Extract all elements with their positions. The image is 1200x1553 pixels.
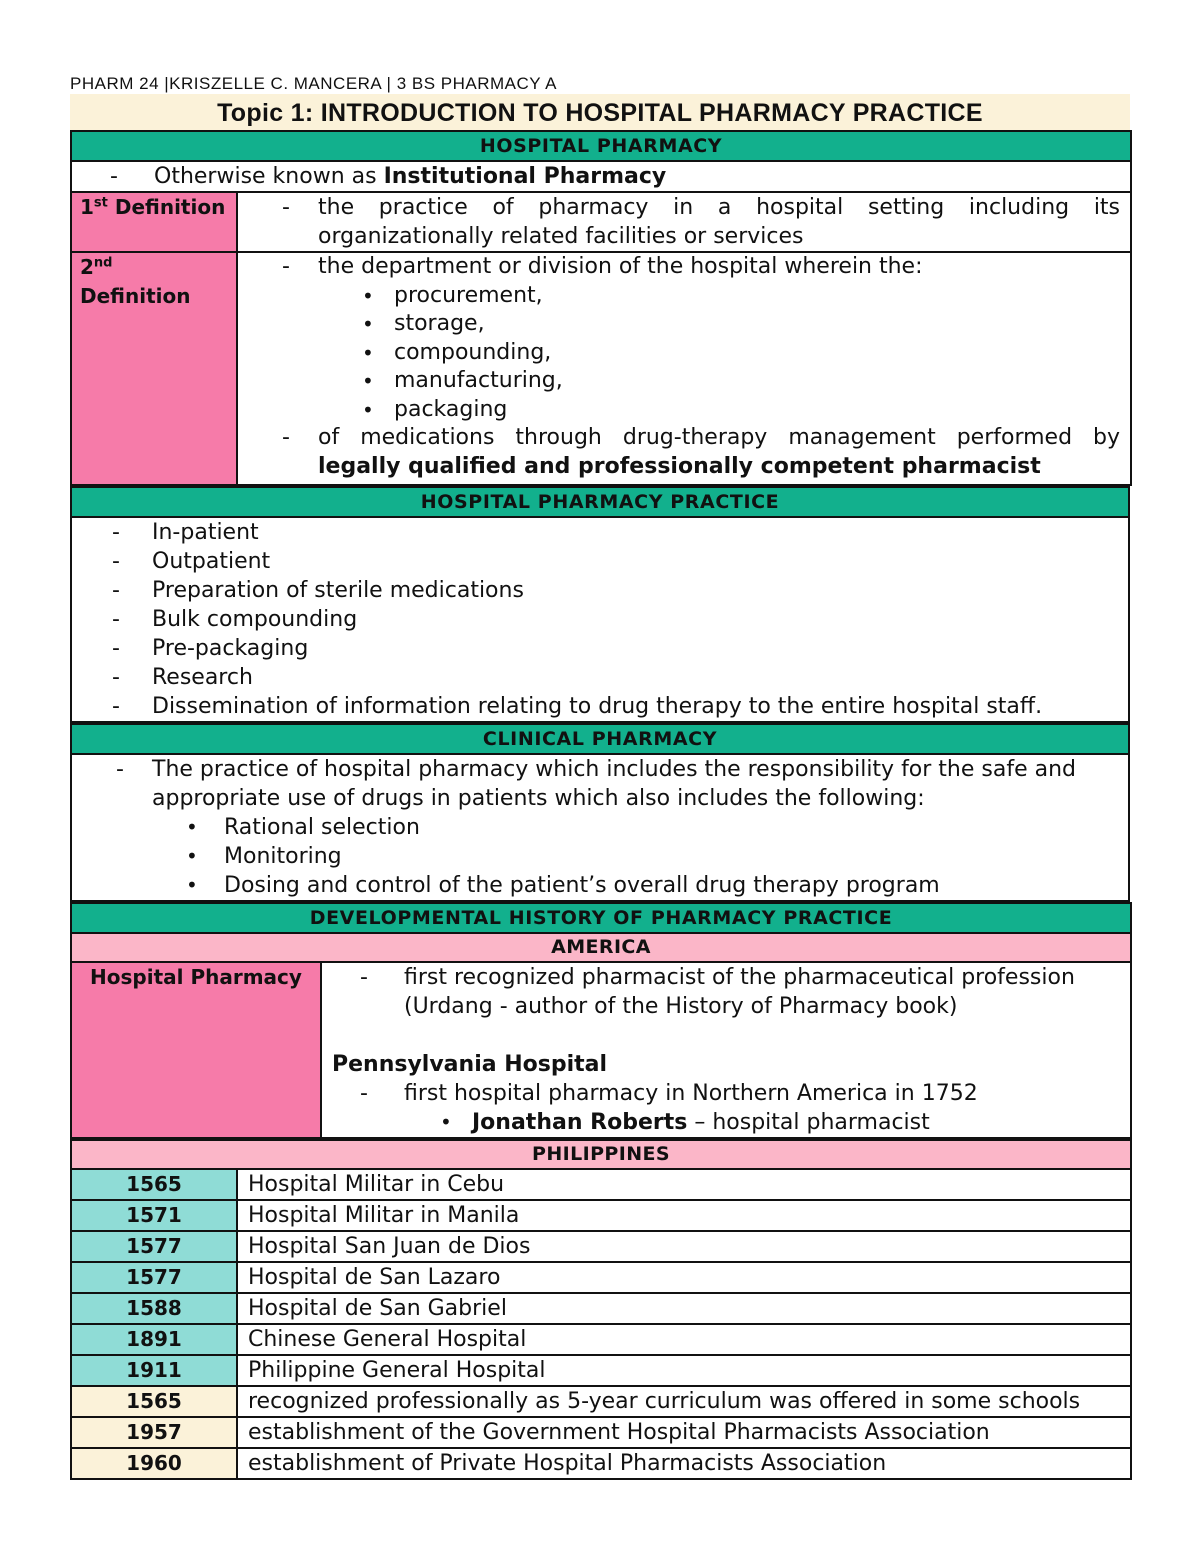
definition-2-list bbox=[238, 282, 1120, 425]
event-cell: Hospital de San Lazaro bbox=[237, 1262, 1131, 1293]
list-item: - Outpatient bbox=[72, 547, 1128, 576]
aka-row bbox=[71, 161, 1131, 192]
hospital-pharmacy-table bbox=[70, 130, 1132, 486]
definition-2-label: 2nd Definition bbox=[71, 252, 237, 485]
list-item: - Dissemination of information relating to drug therapy to the entire hospital staff. bbox=[72, 692, 1128, 721]
list-item: • Jonathan Roberts – hospital pharmacist bbox=[322, 1108, 1130, 1137]
aka-term: Institutional Pharmacy bbox=[383, 164, 667, 189]
table-row bbox=[71, 1386, 1131, 1417]
year-cell: 1957 bbox=[71, 1417, 237, 1448]
list-item: - Preparation of sterile medications bbox=[72, 576, 1128, 605]
event-cell: recognized professionally as 5-year curriculum was offered in some schools bbox=[237, 1386, 1131, 1417]
table-row bbox=[71, 1293, 1131, 1324]
event-cell: Philippine General Hospital bbox=[237, 1355, 1131, 1386]
history-table bbox=[70, 902, 1132, 1139]
section-heading-practice: HOSPITAL PHARMACY PRACTICE bbox=[71, 487, 1129, 517]
clinical-table bbox=[70, 723, 1130, 902]
section-heading-clinical: CLINICAL PHARMACY bbox=[71, 724, 1129, 754]
table-row bbox=[71, 1324, 1131, 1355]
list-item: - first hospital pharmacy in Northern America in 1752 bbox=[322, 1079, 1130, 1108]
page-title: Topic 1: INTRODUCTION TO HOSPITAL PHARMACY PRACTICE bbox=[70, 94, 1130, 130]
america-label: Hospital Pharmacy bbox=[71, 962, 321, 1138]
table-row bbox=[71, 1262, 1131, 1293]
clinical-text: - The practice of hospital pharmacy which includes the responsibility for the safe and appropriate use of drugs in patients which also includes the following: bbox=[72, 755, 1108, 813]
america-list-2 bbox=[322, 1079, 1130, 1108]
america-list-3 bbox=[322, 1108, 1130, 1137]
year-cell: 1891 bbox=[71, 1324, 237, 1355]
subheading-america: AMERICA bbox=[71, 933, 1131, 962]
table-row bbox=[71, 1169, 1131, 1200]
definition-2-bold-term: legally qualified and professionally competent pharmacist bbox=[318, 453, 1041, 479]
definition-2-text-cell bbox=[237, 252, 1131, 485]
definition-1-text-cell bbox=[237, 192, 1131, 252]
table-row bbox=[71, 1200, 1131, 1231]
dash-marker: - bbox=[110, 164, 118, 189]
year-cell: 1565 bbox=[71, 1386, 237, 1417]
document-body bbox=[70, 94, 1130, 1480]
event-cell: Hospital Militar in Cebu bbox=[237, 1169, 1131, 1200]
event-cell: Hospital Militar in Manila bbox=[237, 1200, 1131, 1231]
roberts-name: Jonathan Roberts bbox=[472, 1110, 688, 1135]
practice-list bbox=[72, 518, 1128, 721]
document-header: PHARM 24 |KRISZELLE C. MANCERA | 3 BS PHARMACY A bbox=[70, 74, 557, 93]
event-cell: establishment of Private Hospital Pharmacists Association bbox=[237, 1448, 1131, 1479]
definition-1-text: - the practice of pharmacy in a hospital setting including its organizationally related facilities or services bbox=[238, 193, 1120, 251]
list-item: • procurement, bbox=[238, 282, 1120, 311]
philippines-table bbox=[70, 1139, 1132, 1480]
year-cell: 1960 bbox=[71, 1448, 237, 1479]
list-item: • compounding, bbox=[238, 339, 1120, 368]
table-row bbox=[71, 1448, 1131, 1479]
table-row bbox=[71, 1231, 1131, 1262]
subheading-philippines: PHILIPPINES bbox=[71, 1140, 1131, 1169]
clinical-list bbox=[72, 813, 1108, 900]
definition-1-label: 1st Definition bbox=[71, 192, 237, 252]
year-cell: 1577 bbox=[71, 1262, 237, 1293]
event-cell: establishment of the Government Hospital Pharmacists Association bbox=[237, 1417, 1131, 1448]
list-item: - Research bbox=[72, 663, 1128, 692]
practice-table bbox=[70, 486, 1130, 723]
aka-text: Otherwise known as bbox=[154, 164, 384, 189]
table-row bbox=[71, 1417, 1131, 1448]
event-cell: Hospital San Juan de Dios bbox=[237, 1231, 1131, 1262]
list-item: • Rational selection bbox=[72, 813, 1108, 842]
section-heading-hospital-pharmacy: HOSPITAL PHARMACY bbox=[71, 131, 1131, 161]
list-item: • storage, bbox=[238, 310, 1120, 339]
america-content bbox=[321, 962, 1131, 1138]
definition-2-intro: - the department or division of the hospital wherein the: bbox=[238, 253, 1120, 282]
clinical-cell bbox=[71, 754, 1129, 901]
year-cell: 1565 bbox=[71, 1169, 237, 1200]
list-item: - Pre-packaging bbox=[72, 634, 1128, 663]
definition-2-outro: - of medications through drug-therapy management performed by legally qualified and professionally competent pharmacist bbox=[238, 424, 1120, 481]
list-item: - Bulk compounding bbox=[72, 605, 1128, 634]
table-row bbox=[71, 1355, 1131, 1386]
list-item: • manufacturing, bbox=[238, 367, 1120, 396]
year-cell: 1911 bbox=[71, 1355, 237, 1386]
philippines-rows bbox=[71, 1169, 1131, 1479]
event-cell: Hospital de San Gabriel bbox=[237, 1293, 1131, 1324]
list-item: • Monitoring bbox=[72, 842, 1108, 871]
event-cell: Chinese General Hospital bbox=[237, 1324, 1131, 1355]
pennsylvania-heading: Pennsylvania Hospital bbox=[332, 1052, 608, 1077]
year-cell: 1588 bbox=[71, 1293, 237, 1324]
year-cell: 1577 bbox=[71, 1231, 237, 1262]
list-item: - first recognized pharmacist of the pharmaceutical profession (Urdang - author of the History of Pharmacy book) bbox=[322, 963, 1130, 1021]
list-item: • Dosing and control of the patient’s overall drug therapy program bbox=[72, 871, 1108, 900]
practice-list-cell bbox=[71, 517, 1129, 722]
year-cell: 1571 bbox=[71, 1200, 237, 1231]
section-heading-history: DEVELOPMENTAL HISTORY OF PHARMACY PRACTICE bbox=[71, 903, 1131, 933]
list-item: • packaging bbox=[238, 396, 1120, 425]
list-item: - In-patient bbox=[72, 518, 1128, 547]
america-list-1 bbox=[322, 963, 1130, 1021]
